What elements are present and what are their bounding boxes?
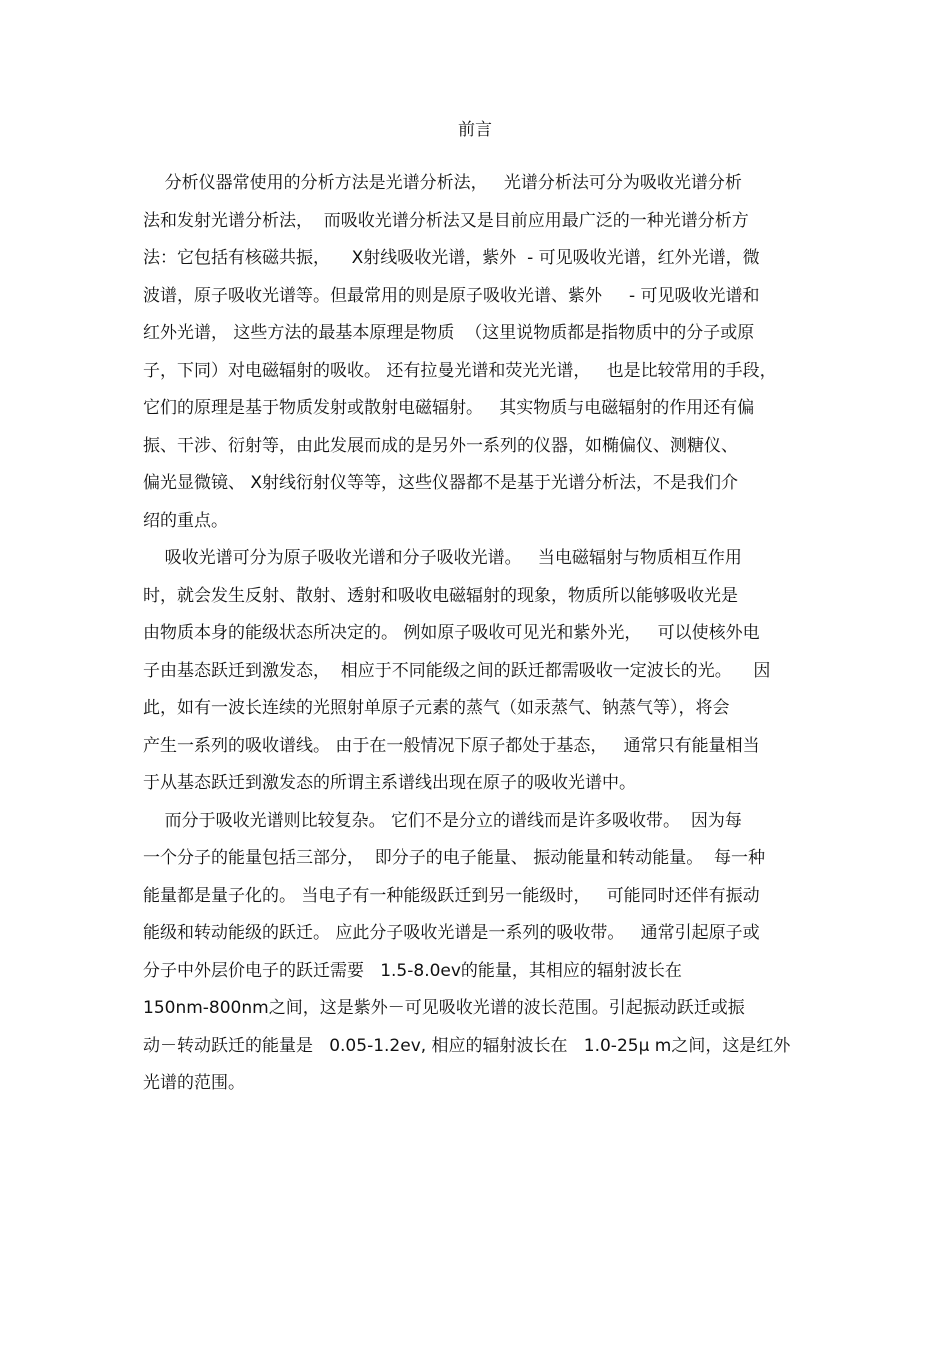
text-line: 绍的重点。 bbox=[143, 511, 228, 531]
text-line: 一个分子的能量包括三部分， 即分子的电子能量、 振动能量和转动能量。 每一种 bbox=[143, 848, 766, 868]
text-line: 偏光显微镜、 X射线衍射仪等等，这些仪器都不是基于光谱分析法，不是我们介 bbox=[143, 473, 739, 493]
text-line: 于从基态跃迁到激发态的所谓主系谱线出现在原子的吸收光谱中。 bbox=[143, 773, 636, 793]
text-line: 动－转动跃迁的能量是 0.05-1.2ev, 相应的辐射波长在 1.0-25μ m之间，这是红外 bbox=[143, 1036, 791, 1056]
text-line: 能量都是量子化的。 当电子有一种能级跃迁到另一能级时， 可能同时还伴有振动 bbox=[143, 886, 760, 906]
text-line: 由物质本身的能级状态所决定的。 例如原子吸收可见光和紫外光， 可以使核外电 bbox=[143, 623, 760, 643]
page-title: 前言 bbox=[458, 120, 492, 140]
text-line: 此，如有一波长连续的光照射单原子元素的蒸气（如汞蒸气、钠蒸气等），将会 bbox=[143, 698, 730, 718]
text-line: 法：它包括有核磁共振， X射线吸收光谱，紫外 - 可见吸收光谱，红外光谱，微 bbox=[143, 248, 760, 268]
text-line: 分析仪器常使用的分析方法是光谱分析法， 光谱分析法可分为吸收光谱分析 bbox=[143, 173, 742, 193]
text-line: 法和发射光谱分析法， 而吸收光谱分析法又是目前应用最广泛的一种光谱分析方 bbox=[143, 211, 749, 231]
text-line: 吸收光谱可分为原子吸收光谱和分子吸收光谱。 当电磁辐射与物质相互作用 bbox=[143, 548, 742, 568]
text-line: 时，就会发生反射、散射、透射和吸收电磁辐射的现象，物质所以能够吸收光是 bbox=[143, 586, 738, 606]
text-line: 能级和转动能级的跃迁。 应此分子吸收光谱是一系列的吸收带。 通常引起原子或 bbox=[143, 923, 760, 943]
text-line: 产生一系列的吸收谱线。 由于在一般情况下原子都处于基态， 通常只有能量相当 bbox=[143, 736, 760, 756]
text-line: 红外光谱， 这些方法的最基本原理是物质 （这里说物质都是指物质中的分子或原 bbox=[143, 323, 755, 343]
text-line: 波谱，原子吸收光谱等。但最常用的则是原子吸收光谱、紫外 - 可见吸收光谱和 bbox=[143, 286, 760, 306]
text-line: 子由基态跃迁到激发态， 相应于不同能级之间的跃迁都需吸收一定波长的光。 因 bbox=[143, 661, 771, 681]
text-line: 振、干涉、衍射等，由此发展而成的是另外一系列的仪器，如椭偏仪、测糖仪、 bbox=[143, 436, 738, 456]
text-line: 光谱的范围。 bbox=[143, 1073, 245, 1093]
text-line: 150nm-800nm之间，这是紫外－可见吸收光谱的波长范围。引起振动跃迁或振 bbox=[143, 998, 745, 1018]
text-line: 分子中外层价电子的跃迁需要 1.5-8.0ev的能量，其相应的辐射波长在 bbox=[143, 961, 682, 981]
text-line: 它们的原理是基于物质发射或散射电磁辐射。 其实物质与电磁辐射的作用还有偏 bbox=[143, 398, 755, 418]
text-line: 而分于吸收光谱则比较复杂。 它们不是分立的谱线而是许多吸收带。 因为每 bbox=[143, 811, 742, 831]
text-line: 子，下同）对电磁辐射的吸收。 还有拉曼光谱和荧光光谱， 也是比较常用的手段， bbox=[143, 361, 777, 381]
